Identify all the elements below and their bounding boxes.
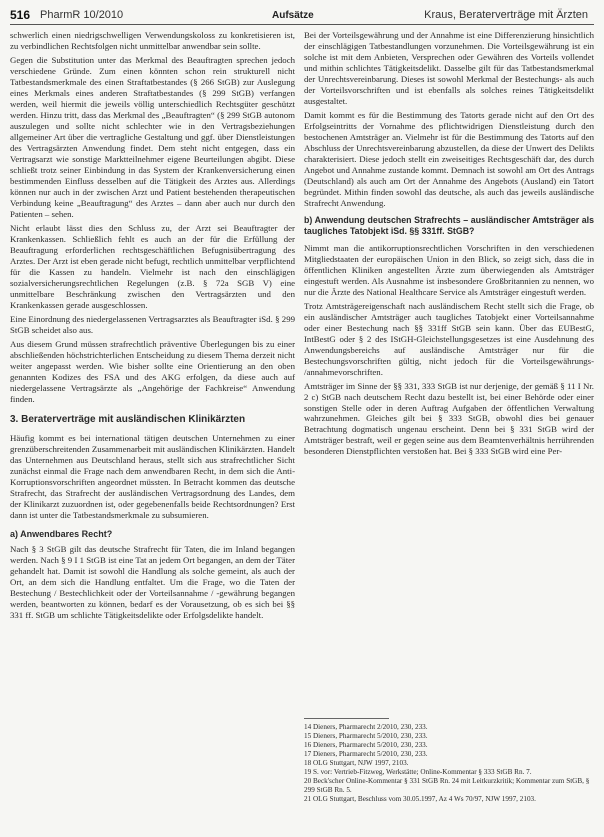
footnote: 18 OLG Stuttgart, NJW 1997, 2103. [304,759,409,767]
paragraph: Eine Einordnung des niedergelassenen Vertragsarztes als Beauftragter iSd. § 299 StGB scheidet also aus. [10,313,295,335]
footnote: 21 OLG Stuttgart, Beschluss vom 30.05.1997, Az 4 Ws 70/97, NJW 1997, 2103. [304,795,536,803]
footnote: 19 S. vor: Vertrieb-Fitzweg, Werkstätte; Online-Kommentar § 333 StGB Rn. 7. [304,768,532,776]
paragraph: Bei der Vorteilsgewährung und der Annahme ist eine Differenzierung hinsichtlich der einschlägigen Tatbestandlungen vorzunehmen. Die Vorteilsgewährung ist ein solche ist mit dem Anbieten, Versprechen oder Gewähren des Vorteils vollendet und mithin schlichtes Tätigkeitsdelikt. Dasselbe gilt für das Tatbestandsmerkmal der Unrechtsvereinbarung. Dieses ist sowohl Merkmal der Bestechungs- als auch der Vorteilsvorschriften und ist ebenfalls als solches reines Tätigkeitsdelikt ausgestaltet. [304,30,594,106]
paragraph: Nach § 3 StGB gilt das deutsche Strafrecht für Taten, die im Inland begangen werden. Nach § 9 I 1 StGB ist eine Tat an jedem Ort begangen, an dem der Täter gehandelt hat. Damit ist sowohl die Handlung als solche gemeint, als auch der Ort, an dem sich die Handlung entfaltet. Um die Frage, wo die Taten der Bestechung / Bestechlichkeit oder der Vorteilsannahme / -gewährung begangen werden, beantworten zu können, bedarf es der Vorausetzung, ob es sich bei §§ 331 ff. StGB um schlichte Tätigkeitsdelikte oder Erfolgsdelikte handelt. [10,544,295,621]
subsection-heading: b) Anwendung deutschen Strafrechts – ausländischer Amtsträger als taugliches Tatobjekt iSd. §§ 331ff. StGB? [304,214,594,236]
footnote: 20 Beck'scher Online-Kommentar § 331 StGB Rn. 24 mit Leitkurzkritik; Kommentar zum StGB, § 299 StGB Rn. 5. [304,777,590,794]
paragraph: schwerlich einen niedrigschwelligen Verwendungskoloss zu konkretisieren ist, zu verbindlichen Rechtsfolgen nicht unmittelbar anwendbar sein sollte. [10,30,295,51]
header-rule [10,24,594,25]
paragraph: Trotz Amtsträgereigenschaft nach ausländischem Recht stellt sich die Frage, ob ein ausländischer Amtsträger auch taugliches Tatobjekt einer Vorteilsannahme oder einer Bestechung nach §§ 331ff StGB sein kann. Über das EUBestG, IntBestG oder § 2 des IStGH-Gleichstellungsgesetzes ist eine Ausdehnung des Anwendungsbereichs auf ausländische Amtsträger nur für die Bestechungsvorschriften gültig, nicht jedoch für die Vorteilsgewährungs- /annahmevorschriften. [304,300,594,377]
right-column [304,30,594,460]
footnote: 16 Dieners, Pharmarecht 5/2010, 230, 233. [304,741,428,749]
paragraph: Aus diesem Grund müssen strafrechtlich präventive Überlegungen bis zu einer abschließenden höchstrichterlichen Entscheidung zu diesem Thema derzeit nicht weiter angepasst werden. Wie bisher sollte eine Orientierung an den oben genannten Kodizes des FSA und des AKG erfolgen, da diese auch auf niedergelassene Vertragsärzte als „Angehörige der Fachkreise“ Anwendung finden. [10,338,295,404]
section-heading: 3. Beraterverträge mit ausländischen Klinikärzten [10,414,246,426]
paragraph: Nimmt man die antikorruptionsrechtlichen Vorschriften in den verschiedenen Mitgliedstaaten der europäischen Union in den Blick, so zeigt sich, dass die in öffentlichen Kliniken angestellten Ärzte zum überwiegenden als Amtsträger eingestuft werden. Als Ausnahme ist insbesondere Großbritannien zu nennen, wo nur die Ärzte des National Healthcare Service als Amtsträger eingestuft werden. [304,242,594,297]
section-label: Aufsätze [272,10,314,21]
journal-issue: PharmR 10/2010 [40,9,124,21]
paragraph: Häufig kommt es bei international tätigen deutschen Unternehmen zu einer grenzüberschreitenden Zusammenarbeit mit ausländischen Klinikärzten. Handelt das Unternehmen aus Deutschland heraus, stellt sich aus strafrechtlicher Sicht zunächst einmal die Frage nach dem anwendbaren Recht, in dem sich die Anti-Korruptionsvorschriften angeordnet müssten. In Betracht kommen das deutsche Strafrecht, das Strafrecht der ausländischen Vertragsordnung des Landes, dem der Klinikarzt zuzuordnen ist, oder gegebenenfalls beide Rechtsordnungen? Erst dann ist unter die Tatbestandsmerkmale zu subsumieren. [10,432,295,520]
paragraph: Nicht erlaubt lässt dies den Schluss zu, der Arzt sei Beauftragter der Krankenkassen. Schließlich fehlt es auch an der für die Erfüllung der Beauftragung erforderlichen rechtsgeschäftlichen Befugnisübertragung des Arztes. Der Arzt ist eben gerade nicht befugt, rechtlich unmittelbar verpflichtend für die Kassen zu handeln. Vielmehr ist nach den einschlägigen sozialversicherungsrechtlichen Regelungen (z.B. § 72a SGB V) eine unmittelbare Beschränkung zwischen den Vertragsärzten und den Krankenkassen gerade ausgeschlossen. [10,222,295,310]
paragraph: Amtsträger im Sinne der §§ 331, 333 StGB ist nur derjenige, der gemäß § 11 I Nr. 2 c) StGB nach deutschem Recht dazu bestellt ist, bei einer Behörde oder einer sonstigen Stelle oder in deren Auftrag Aufgaben der öffentlichen Verwaltung wahrzunehmen. Gleiches gilt bei § 333 StGB, obwohl dies bei genauer Betrachtung dogmatisch ungenau erscheint. Denn bei § 331 StGB wird der Amtsträger bestraft, weil er gegen seine aus dem Beamtenverhältnis herrührenden besonderen Dienstpflichten verstoßen hat. Bei § 333 StGB wird eine Per- [304,380,594,457]
paragraph: Damit kommt es für die Bestimmung des Tatorts gerade nicht auf den Ort des Erfolgseintritts der Vornahme des pflichtwidrigen Dienstleistung durch den bestochenen Amtsträger an. Vielmehr ist für die Bestimmung des Tatorts auf den Abschluss der Unrechtsvereinbarung abzustellen, da diese der Unwert des Delikts charakterisiert. Diese jedoch stellt ein zweiseitiges Rechtsgeschäft dar, des durch Angebot und Annahme zustande kommt. Demnach ist sowohl am Ort des Antrags (Deutschland) als auch am Ort der Annahme des Angebots (Ausland) ein Tatort begründet. Mithin finden sowohl das deutsche, als auch das jeweils ausländische Strafrecht Anwendung. [304,109,594,208]
left-column [10,30,295,624]
paragraph: Gegen die Substitution unter das Merkmal des Beauftragten sprechen jedoch verschiedene Gründe. Zum einen könnten schon rein strukturell nicht Tatbestandsmerkmale des einen Straftatbestandes (§ 266 StGB) zur Auslegung eines Merkmals eines anderen Straftatbestandes (§ 299 StGB) verfangen werden, weil hiermit die jeweils völlig unterschiedlich Rechtsgüter geschützt werden. Hinzu tritt, dass das Merkmal des „Beauftragten“ (§ 299 StGB autonom auszulegen und sollte nicht schlechter wie in den Vertragsbeziehungen allgemeiner Art über die vertragliche Gestaltung und ggf. über Dienstleistungen des Vertragsärzten Anwendung findet. Dem steht nicht entgegen, dass ein Vertragsarzt wie sonstige Marktteilnehmer eigene Beurteilungen abgibt. Diese schließt trotz seiner Einbindung in das System der Krankenversicherung einen bestimmenden Einfluss desselben auf die Tätigkeit des Arztes aus. Allerdings können nur auch in der zwischen Arzt und Patient bestehenden therapeutischen Verbindung keine „Beauftragung“ des Arztes – dann aber auch nur durch den Patienten – sehen. [10,54,295,219]
footnote: 17 Dieners, Pharmarecht 5/2010, 230, 233. [304,750,428,758]
subsection-heading: a) Anwendbares Recht? [10,528,113,539]
footnote: 14 Dieners, Pharmarecht 2/2010, 230, 233. [304,723,428,731]
footnote: 15 Dieners, Pharmarecht 5/2010, 230, 233. [304,732,428,740]
running-title: Kraus, Beraterverträge mit Ärzten [424,9,588,21]
page-number: 516 [10,8,31,22]
footnotes [304,718,594,804]
footnote-rule [304,718,389,719]
